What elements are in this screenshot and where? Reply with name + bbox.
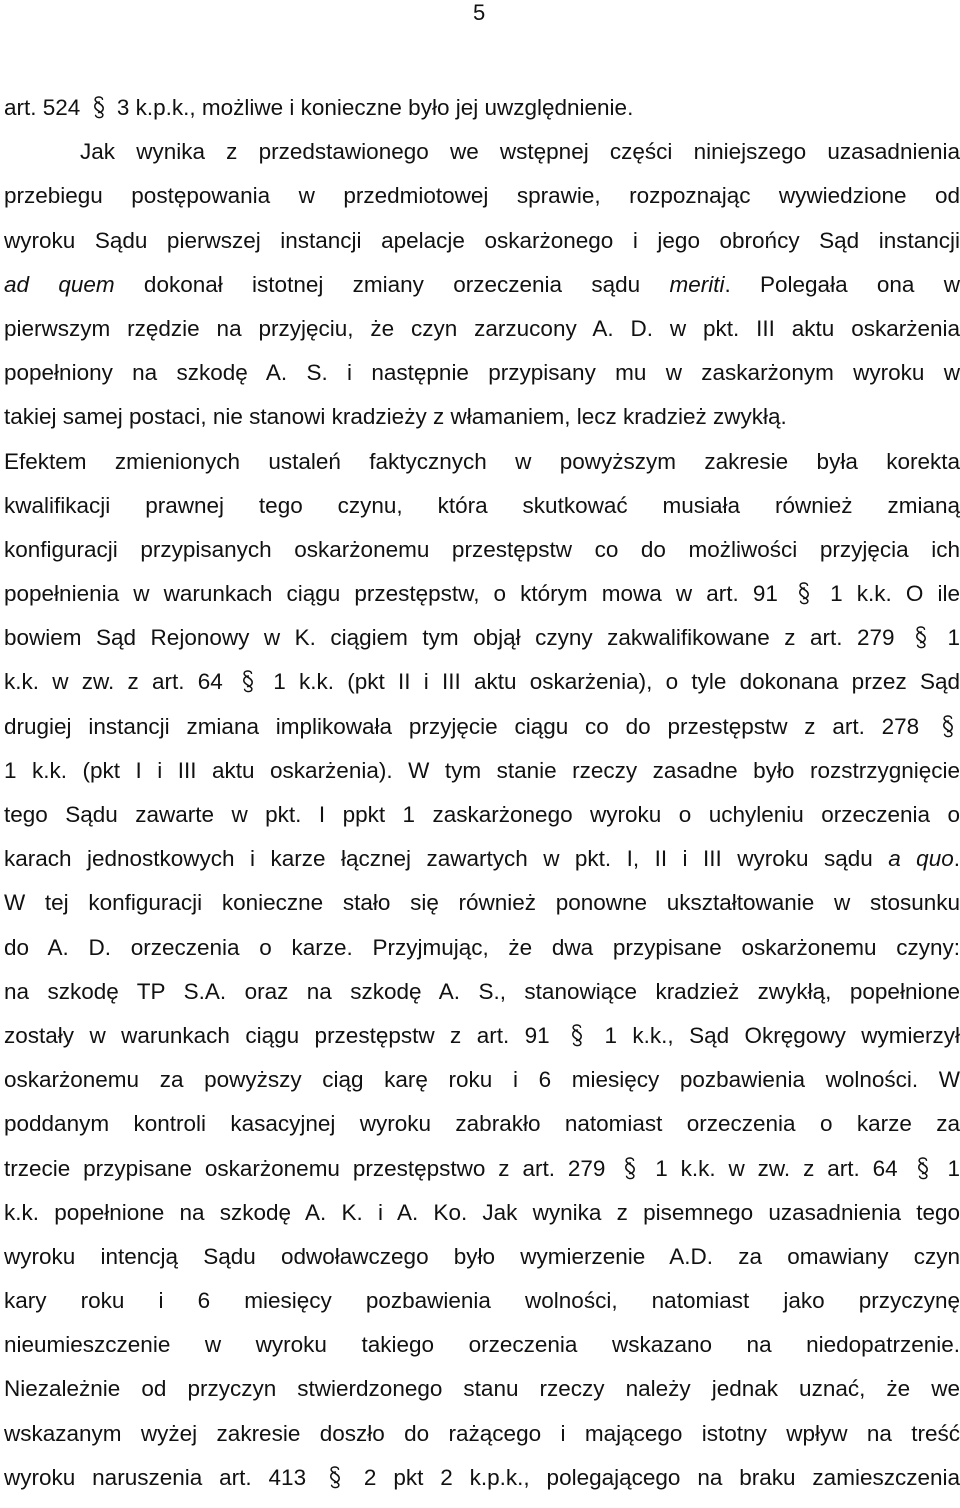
section-sign-icon xyxy=(91,94,107,120)
text-line: popełniony na szkodę A. S. i następnie przypisany mu w zaskarżonym wyroku w xyxy=(4,360,960,386)
page-number: 5 xyxy=(473,0,486,25)
text-line: na szkodę TP S.A. oraz na szkodę A. S., stanowiące kradzież zwykłą, popełnione xyxy=(4,978,960,1004)
text-line: zostały w warunkach ciągu przestępstw z art. 91 1 k.k., Sąd Okręgowy wymierzył xyxy=(4,1022,960,1048)
text-line: przebiegu postępowania w przedmiotowej sprawie, rozpoznając wywiedzione od xyxy=(4,183,960,209)
text-line: pierwszym rzędzie na przyjęciu, że czyn zarzucony A. D. w pkt. III aktu oskarżenia xyxy=(4,315,960,341)
text-line: wyroku intencją Sądu odwoławczego było wymierzenie A.D. za omawiany czyn xyxy=(4,1243,960,1269)
text-line: wyroku naruszenia art. 413 2 pkt 2 k.p.k., polegającego na braku zamieszczenia xyxy=(4,1464,960,1490)
text-line: popełnienia w warunkach ciągu przestępstw, o którym mowa w art. 91 1 k.k. O ile xyxy=(4,581,960,607)
section-sign-icon xyxy=(240,668,256,694)
text-line: karach jednostkowych i karze łącznej zawartych w pkt. I, II i III wyroku sądu a quo. xyxy=(4,846,960,872)
text-line: wskazanym wyżej zakresie doszło do rażącego i mającego istotny wpływ na treść xyxy=(4,1420,960,1446)
section-sign-icon xyxy=(796,580,812,606)
text-line: wyroku Sądu pierwszej instancji apelacje oskarżonego i jego obrońcy Sąd instancji xyxy=(4,227,960,253)
text-line: trzecie przypisane oskarżonemu przestępstwo z art. 279 1 k.k. w zw. z art. 64 1 xyxy=(4,1155,960,1181)
text-line: ad quem dokonał istotnej zmiany orzeczenia sądu meriti. Polegała ona w xyxy=(4,271,960,297)
section-sign-icon xyxy=(327,1464,343,1490)
text-line: bowiem Sąd Rejonowy w K. ciągiem tym objął czyny zakwalifikowane z art. 279 1 xyxy=(4,625,960,651)
section-sign-icon xyxy=(622,1155,638,1181)
text-line: k.k. w zw. z art. 64 1 k.k. (pkt II i III aktu oskarżenia), o tyle dokonana przez Sąd xyxy=(4,669,960,695)
section-sign-icon xyxy=(940,713,956,739)
text-line: konfiguracji przypisanych oskarżonemu przestępstw co do możliwości przyjęcia ich xyxy=(4,536,960,562)
section-sign-icon xyxy=(569,1022,585,1048)
text-line: Jak wynika z przedstawionego we wstępnej części niniejszego uzasadnienia xyxy=(80,139,960,165)
text-line: do A. D. orzeczenia o karze. Przyjmując, że dwa przypisane oskarżonemu czyny: xyxy=(4,934,960,960)
section-sign-icon xyxy=(913,624,929,650)
section-sign-icon xyxy=(915,1155,931,1181)
text-line: tego Sądu zawarte w pkt. I ppkt 1 zaskarżonego wyroku o uchyleniu orzeczenia o xyxy=(4,802,960,827)
text-line: W tej konfiguracji konieczne stało się również ponowne ukształtowanie w stosunku xyxy=(4,890,960,916)
text-line: nieumieszczenie w wyroku takiego orzeczenia wskazano na niedopatrzenie. xyxy=(4,1332,960,1358)
text-line: 1 k.k. (pkt I i III aktu oskarżenia). W tym stanie rzeczy zasadne było rozstrzygnięcie xyxy=(4,757,960,783)
text-line: Efektem zmienionych ustaleń faktycznych w powyższym zakresie była korekta xyxy=(4,448,960,474)
text-line: kwalifikacji prawnej tego czynu, która skutkować musiała również zmianą xyxy=(4,492,960,518)
text-line: poddanym kontroli kasacyjnej wyroku zabrakło natomiast orzeczenia o karze za xyxy=(4,1111,960,1137)
text-line: takiej samej postaci, nie stanowi kradzieży z włamaniem, lecz kradzież zwykłą. xyxy=(4,404,787,430)
text-line: kary roku i 6 miesięcy pozbawienia wolności, natomiast jako przyczynę xyxy=(4,1288,960,1314)
text-line: art. 524 3 k.p.k., możliwe i konieczne było jej uwzględnienie. xyxy=(4,95,634,120)
text-line: drugiej instancji zmiana implikowała przyjęcie ciągu co do przestępstw z art. 278 xyxy=(4,705,960,749)
text-line: k.k. popełnione na szkodę A. K. i A. Ko. Jak wynika z pisemnego uzasadnienia tego xyxy=(4,1199,960,1225)
text-line: oskarżonemu za powyższy ciąg karę roku i 6 miesięcy pozbawienia wolności. W xyxy=(4,1067,960,1093)
document-body xyxy=(4,86,960,1500)
text-line: Niezależnie od przyczyn stwierdzonego stanu rzeczy należy jednak uznać, że we xyxy=(4,1376,960,1402)
